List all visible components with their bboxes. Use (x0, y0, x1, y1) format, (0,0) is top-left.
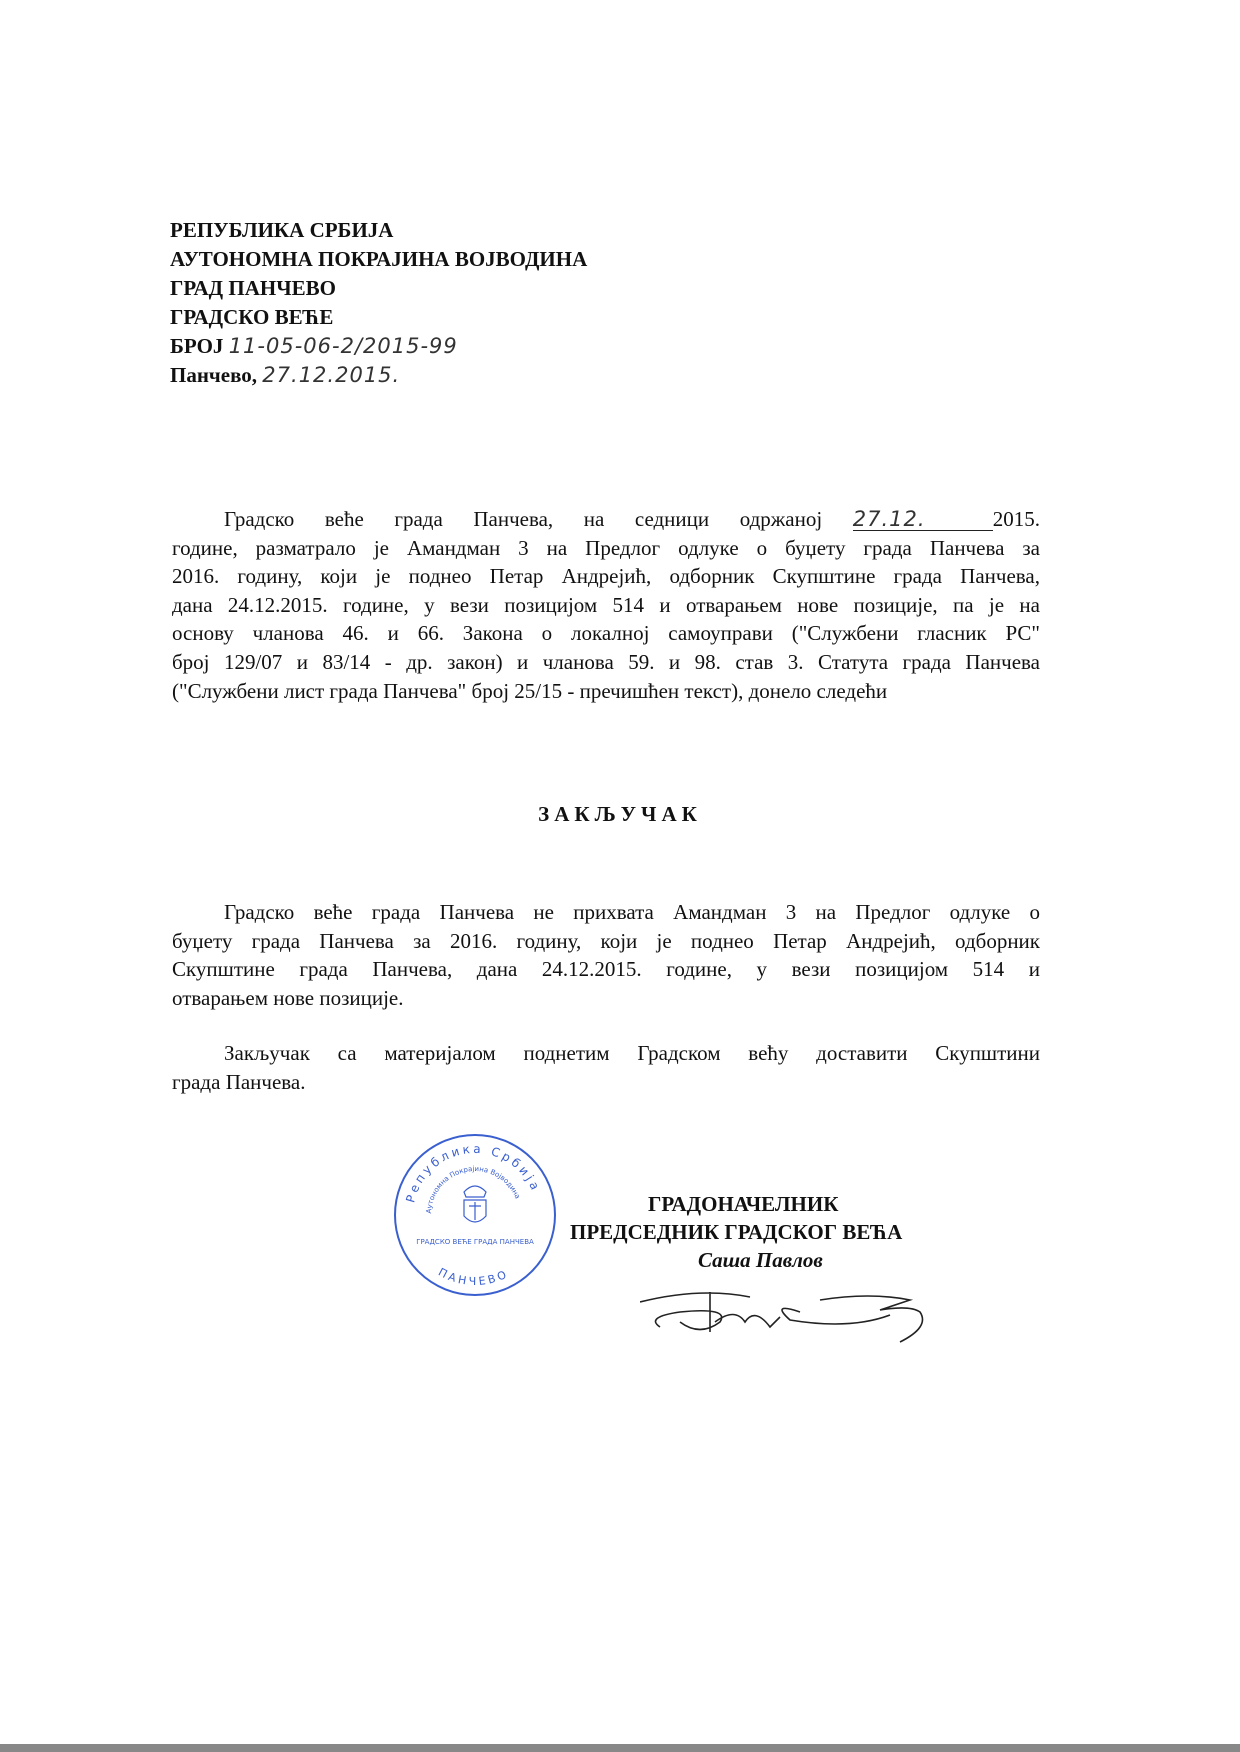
coat-of-arms-icon (464, 1186, 486, 1222)
conclusion-paragraph: Градско веће града Панчева не прихвата Амандман 3 на Предлог одлуке о буџету града Панчева за 2016. годину, који је поднео Петар Андрејић, одборник Скупштине града Панчева, дана 24.12.2015. године, у вези позицијом 514 и отварањем нове позиције. (172, 900, 1040, 1010)
letterhead-line: АУТОНОМНА ПОКРАЈИНА ВОЈВОДИНА (170, 247, 588, 271)
signature-block (570, 1190, 902, 1274)
document-date-value: 27.12.2015. (262, 363, 401, 387)
letterhead-line: ГРАДСКО ВЕЋЕ (170, 305, 334, 329)
official-stamp (390, 1130, 560, 1300)
stamp-inner-text: ГРАДСКО ВЕЋЕ ГРАДА ПАНЧЕВА (416, 1238, 534, 1246)
signatory-role-mayor: ГРАДОНАЧЕЛНИК (648, 1192, 839, 1216)
letterhead-line: ГРАД ПАНЧЕВО (170, 276, 336, 300)
scan-edge (0, 1744, 1240, 1752)
intro-paragraph: Градско веће града Панчева, на седници одржаној 27.12. 2015. године, разматрало је Амандман 3 на Предлог одлуке о буџету града Панчева за 2016. годину, који је поднео Петар Андрејић, одборник Скупштине града Панчева, дана 24.12.2015. године, у вези позицијом 514 и отварањем нове позиције, па је на основу чланова 46. и 66. Закона о локалној самоуправи ("Службени гласник РС" број 129/07 и 83/14 - др. закон) и чланова 59. и 98. став 3. Статута града Панчева ("Службени лист града Панчева" број 25/15 - пречишћен текст), донело следећи (172, 507, 1041, 703)
stamp-bottom-text: ПАНЧЕВО (436, 1265, 512, 1289)
svg-text:ПАНЧЕВО (436, 1265, 511, 1288)
letterhead-line: РЕПУБЛИКА СРБИЈА (170, 218, 394, 242)
document-title: ЗАКЉУЧАК (538, 802, 702, 826)
delivery-paragraph: Закључак са материјалом поднетим Градском већу доставити Скупштини града Панчева. (172, 1041, 1040, 1094)
document-number-value: 11-05-06-2/2015-99 (228, 334, 458, 358)
session-date: 27.12. (853, 508, 993, 531)
signatory-role-president: ПРЕДСЕДНИК ГРАДСКОГ ВЕЋА (570, 1220, 903, 1244)
stamp-outer-text: Република Србија (403, 1141, 544, 1205)
letterhead (170, 216, 587, 390)
stamp-mid-text: Аутономна Покрајина Војводина (424, 1164, 522, 1214)
handwritten-signature (640, 1282, 970, 1357)
document-place-date: Панчево, 27.12.2015. (170, 363, 401, 387)
document-number: БРОЈ 11-05-06-2/2015-99 (170, 334, 458, 358)
signatory-name: Саша Павлов (698, 1248, 823, 1272)
